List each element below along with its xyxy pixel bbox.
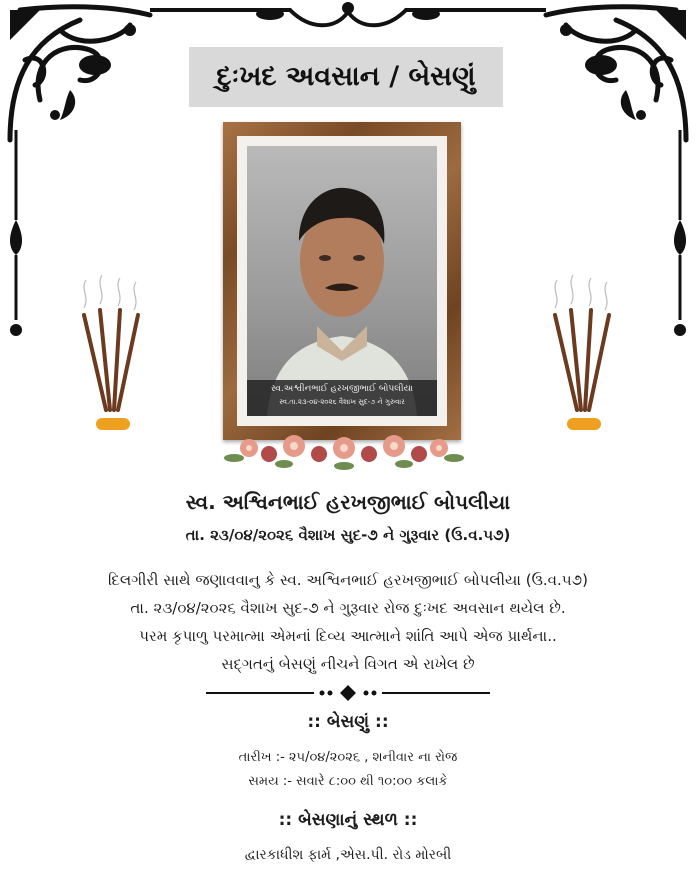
- page-title: દુઃખદ અવસાન / બેસણું: [189, 47, 503, 107]
- flower-garland: [224, 418, 464, 478]
- death-date: તા. ૨૩/૦૪/૨૦૨૬ વૈશાખ સુદ-૭ ને ગુરૂવાર (ઉ.વ.૫૭): [185, 526, 511, 544]
- message-line-2: તા. ૨૩/૦૪/૨૦૨૬ વૈશાખ સુદ-૭ ને ગુરૂવાર રોજ દુઃખદ અવસાન થયેલ છે.: [130, 599, 566, 617]
- portrait-photo: [247, 146, 437, 416]
- venue-address: દ્વારકાધીશ ફાર્મ ,એસ.પી. રોડ મોરબી: [244, 847, 452, 863]
- photo-frame: [223, 122, 461, 440]
- photo-caption: [247, 380, 437, 416]
- message-line-4: સદ્ગતનું બેસણું નીચને વિગત એ રાખેલ છે: [221, 655, 475, 673]
- besnu-heading: :: બેસણું ::: [307, 712, 389, 732]
- incense-sticks-icon-right: [543, 270, 623, 435]
- condolence-message: [0, 566, 696, 678]
- besnu-date: તારીખ :- ૨૫/૦૪/૨૦૨૬ , શનીવાર ના રોજ: [238, 750, 458, 765]
- side-drop-ornament-left: [6, 130, 26, 345]
- incense-sticks-icon-left: [72, 270, 152, 435]
- diamond-divider: [206, 682, 490, 704]
- besnu-time: સમય :- સવારે ૮:૦૦ થી ૧૦:૦૦ કલાકે: [248, 774, 448, 789]
- floral-corner-ornament-right: [526, 0, 696, 150]
- portrait-figure: [247, 146, 437, 416]
- message-line-3: પરમ કૃપાળુ પરમાત્મા એમનાં દિવ્ય આત્માને શાંતિ આપે એજ પ્રાર્થના..: [139, 627, 557, 645]
- deceased-name: સ્વ. અશ્વિનભાઈ હરખજીભાઈ બોપલીયા: [185, 490, 511, 514]
- photo-mat: [237, 136, 447, 426]
- message-line-1: દિલગીરી સાથે જણાવવાનુ કે સ્વ. અશ્વિનભાઈ હરખજીભાઈ બોપલીયા (ઉ.વ.૫૭): [108, 571, 588, 589]
- side-drop-ornament-right: [670, 130, 690, 345]
- top-swirl-ornament: [150, 0, 546, 40]
- photo-caption-name: સ્વ.અશ્વીનભાઈ હરખજીભાઈ બોપલીયા: [270, 384, 414, 394]
- floral-corner-ornament-left: [0, 0, 170, 150]
- venue-heading: :: બેસણાનું સ્થળ ::: [278, 810, 418, 830]
- photo-caption-date: સ્વ.તા.૨૩-૦૪-૨૦૨૬ વૈશાખ સુદ-૭ ને ગુરુવાર: [279, 398, 405, 406]
